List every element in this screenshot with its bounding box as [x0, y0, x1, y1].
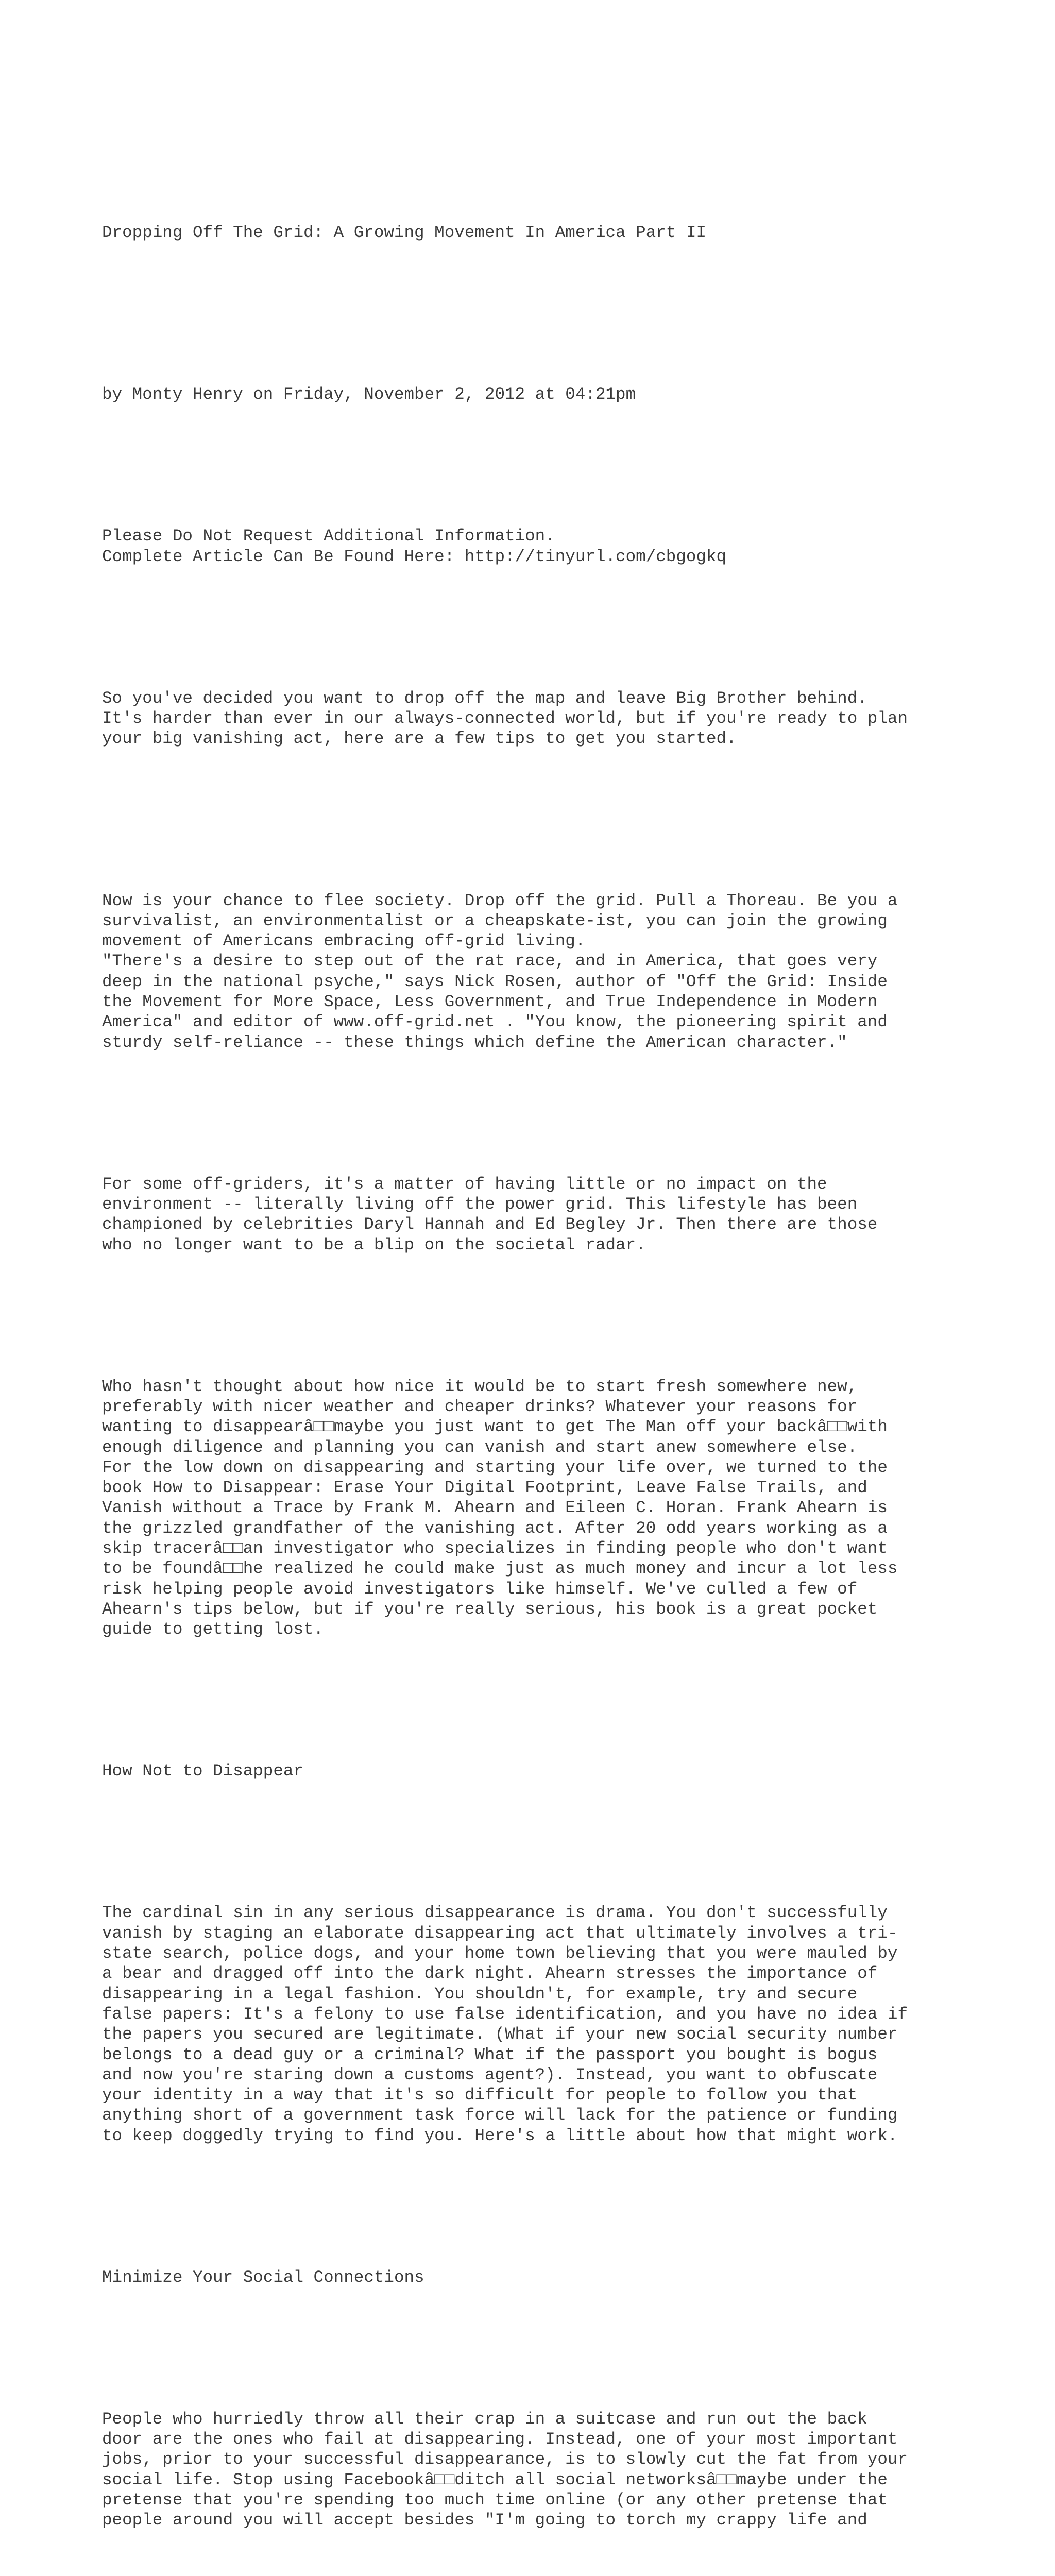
text-line: Ahearn's tips below, but if you're really serious, his book is a great pocket — [102, 1599, 878, 1619]
text-line: America" and editor of www.off-grid.net . "You know, the pioneering spirit and — [102, 1012, 888, 1032]
text-line: book How to Disappear: Erase Your Digital Footprint, Leave False Trails, and — [102, 1478, 867, 1498]
text-line: your identity in a way that it's so difficult for people to follow you that — [102, 2086, 858, 2105]
text-line: false papers: It's a felony to use false identification, and you have no idea if — [102, 2004, 908, 2024]
text-line: guide to getting lost. — [102, 1620, 324, 1639]
text-line: championed by celebrities Daryl Hannah and Ed Begley Jr. Then there are those — [102, 1215, 878, 1234]
document-title: Dropping Off The Grid: A Growing Movement In America Part II — [102, 223, 707, 242]
text-line: anything short of a government task force will lack for the patience or funding — [102, 2106, 898, 2125]
notice-paragraph — [102, 526, 988, 567]
text-line: preferably with nicer weather and cheaper drinks? Whatever your reasons for — [102, 1397, 858, 1416]
drama-paragraph — [102, 1903, 988, 2146]
text-line: and now you're staring down a customs agent?). Instead, you want to obfuscate — [102, 2065, 878, 2084]
text-line: Now is your chance to flee society. Drop off the grid. Pull a Thoreau. Be you a — [102, 891, 898, 910]
text-line: Complete Article Can Be Found Here: http://tinyurl.com/cbgogkq — [102, 547, 727, 566]
text-line: disappearing in a legal fashion. You shouldn't, for example, try and secure — [102, 1984, 858, 2004]
off-griders-paragraph — [102, 1174, 988, 1255]
text-line: It's harder than ever in our always-connected world, but if you're ready to plan — [102, 708, 908, 728]
start-fresh-paragraph — [102, 1377, 988, 1640]
text-line: "There's a desire to step out of the rat race, and in America, that goes very — [102, 952, 878, 971]
text-line: the grizzled grandfather of the vanishing act. After 20 odd years working as a — [102, 1518, 888, 1538]
text-line: belongs to a dead guy or a criminal? What if the passport you bought is bogus — [102, 2045, 878, 2064]
text-line: sturdy self-reliance -- these things which define the American character." — [102, 1032, 847, 1052]
text-line: For the low down on disappearing and starting your life over, we turned to the — [102, 1458, 888, 1477]
text-line: state search, police dogs, and your home town believing that you were mauled by — [102, 1944, 898, 1963]
text-line: enough diligence and planning you can vanish and start anew somewhere else. — [102, 1437, 858, 1457]
text-line: risk helping people avoid investigators like himself. We've culled a few of — [102, 1579, 858, 1599]
text-line: Please Do Not Request Additional Information. — [102, 527, 555, 546]
section-heading-how-not-to-disappear: How Not to Disappear — [102, 1761, 304, 1781]
text-line: who no longer want to be a blip on the societal radar. — [102, 1235, 646, 1255]
text-line: Who hasn't thought about how nice it would be to start fresh somewhere new, — [102, 1377, 858, 1396]
text-line: people around you will accept besides "I'm going to torch my crappy life and — [102, 2511, 867, 2530]
intro-paragraph — [102, 688, 988, 749]
text-line: skip tracerâ□□an investigator who specializes in finding people who don't want — [102, 1539, 888, 1558]
text-line: The cardinal sin in any serious disappearance is drama. You don't successfully — [102, 1903, 888, 1923]
social-connections-paragraph — [102, 2409, 988, 2531]
flee-society-paragraph — [102, 891, 988, 1053]
text-line: a bear and dragged off into the dark night. Ahearn stresses the importance of — [102, 1964, 878, 1984]
text-line: People who hurriedly throw all their crap in a suitcase and run out the back — [102, 2409, 867, 2429]
text-line: For some off-griders, it's a matter of having little or no impact on the — [102, 1174, 827, 1194]
text-line: So you've decided you want to drop off the map and leave Big Brother behind. — [102, 688, 867, 708]
text-line: the Movement for More Space, Less Government, and True Independence in Modern — [102, 992, 878, 1012]
text-line: vanish by staging an elaborate disappearing act that ultimately involves a tri- — [102, 1923, 898, 1943]
text-line: wanting to disappearâ□□maybe you just want to get The Man off your backâ□□with — [102, 1417, 888, 1437]
text-line: to be foundâ□□he realized he could make just as much money and incur a lot less — [102, 1559, 898, 1579]
text-line: survivalist, an environmentalist or a cheapskate-ist, you can join the growing — [102, 911, 888, 930]
text-line: social life. Stop using Facebookâ□□ditch all social networksâ□□maybe under the — [102, 2470, 888, 2489]
text-line: your big vanishing act, here are a few tips to get you started. — [102, 729, 737, 749]
text-line: the papers you secured are legitimate. (What if your new social security number — [102, 2025, 898, 2044]
text-line: movement of Americans embracing off-grid living. — [102, 931, 586, 951]
document-body — [102, 101, 988, 2576]
text-line: pretense that you're spending too much time online (or any other pretense that — [102, 2490, 888, 2510]
document-byline: by Monty Henry on Friday, November 2, 2012 at 04:21pm — [102, 385, 636, 404]
section-heading-minimize-social: Minimize Your Social Connections — [102, 2267, 424, 2287]
text-line: environment -- literally living off the power grid. This lifestyle has been — [102, 1195, 858, 1214]
text-line: deep in the national psyche," says Nick Rosen, author of "Off the Grid: Inside — [102, 972, 888, 991]
text-line: jobs, prior to your successful disappearance, is to slowly cut the fat from your — [102, 2450, 908, 2469]
text-line: door are the ones who fail at disappearing. Instead, one of your most important — [102, 2430, 898, 2449]
text-line: to keep doggedly trying to find you. Here's a little about how that might work. — [102, 2126, 898, 2145]
text-line: Vanish without a Trace by Frank M. Ahearn and Eileen C. Horan. Frank Ahearn is — [102, 1498, 888, 1518]
